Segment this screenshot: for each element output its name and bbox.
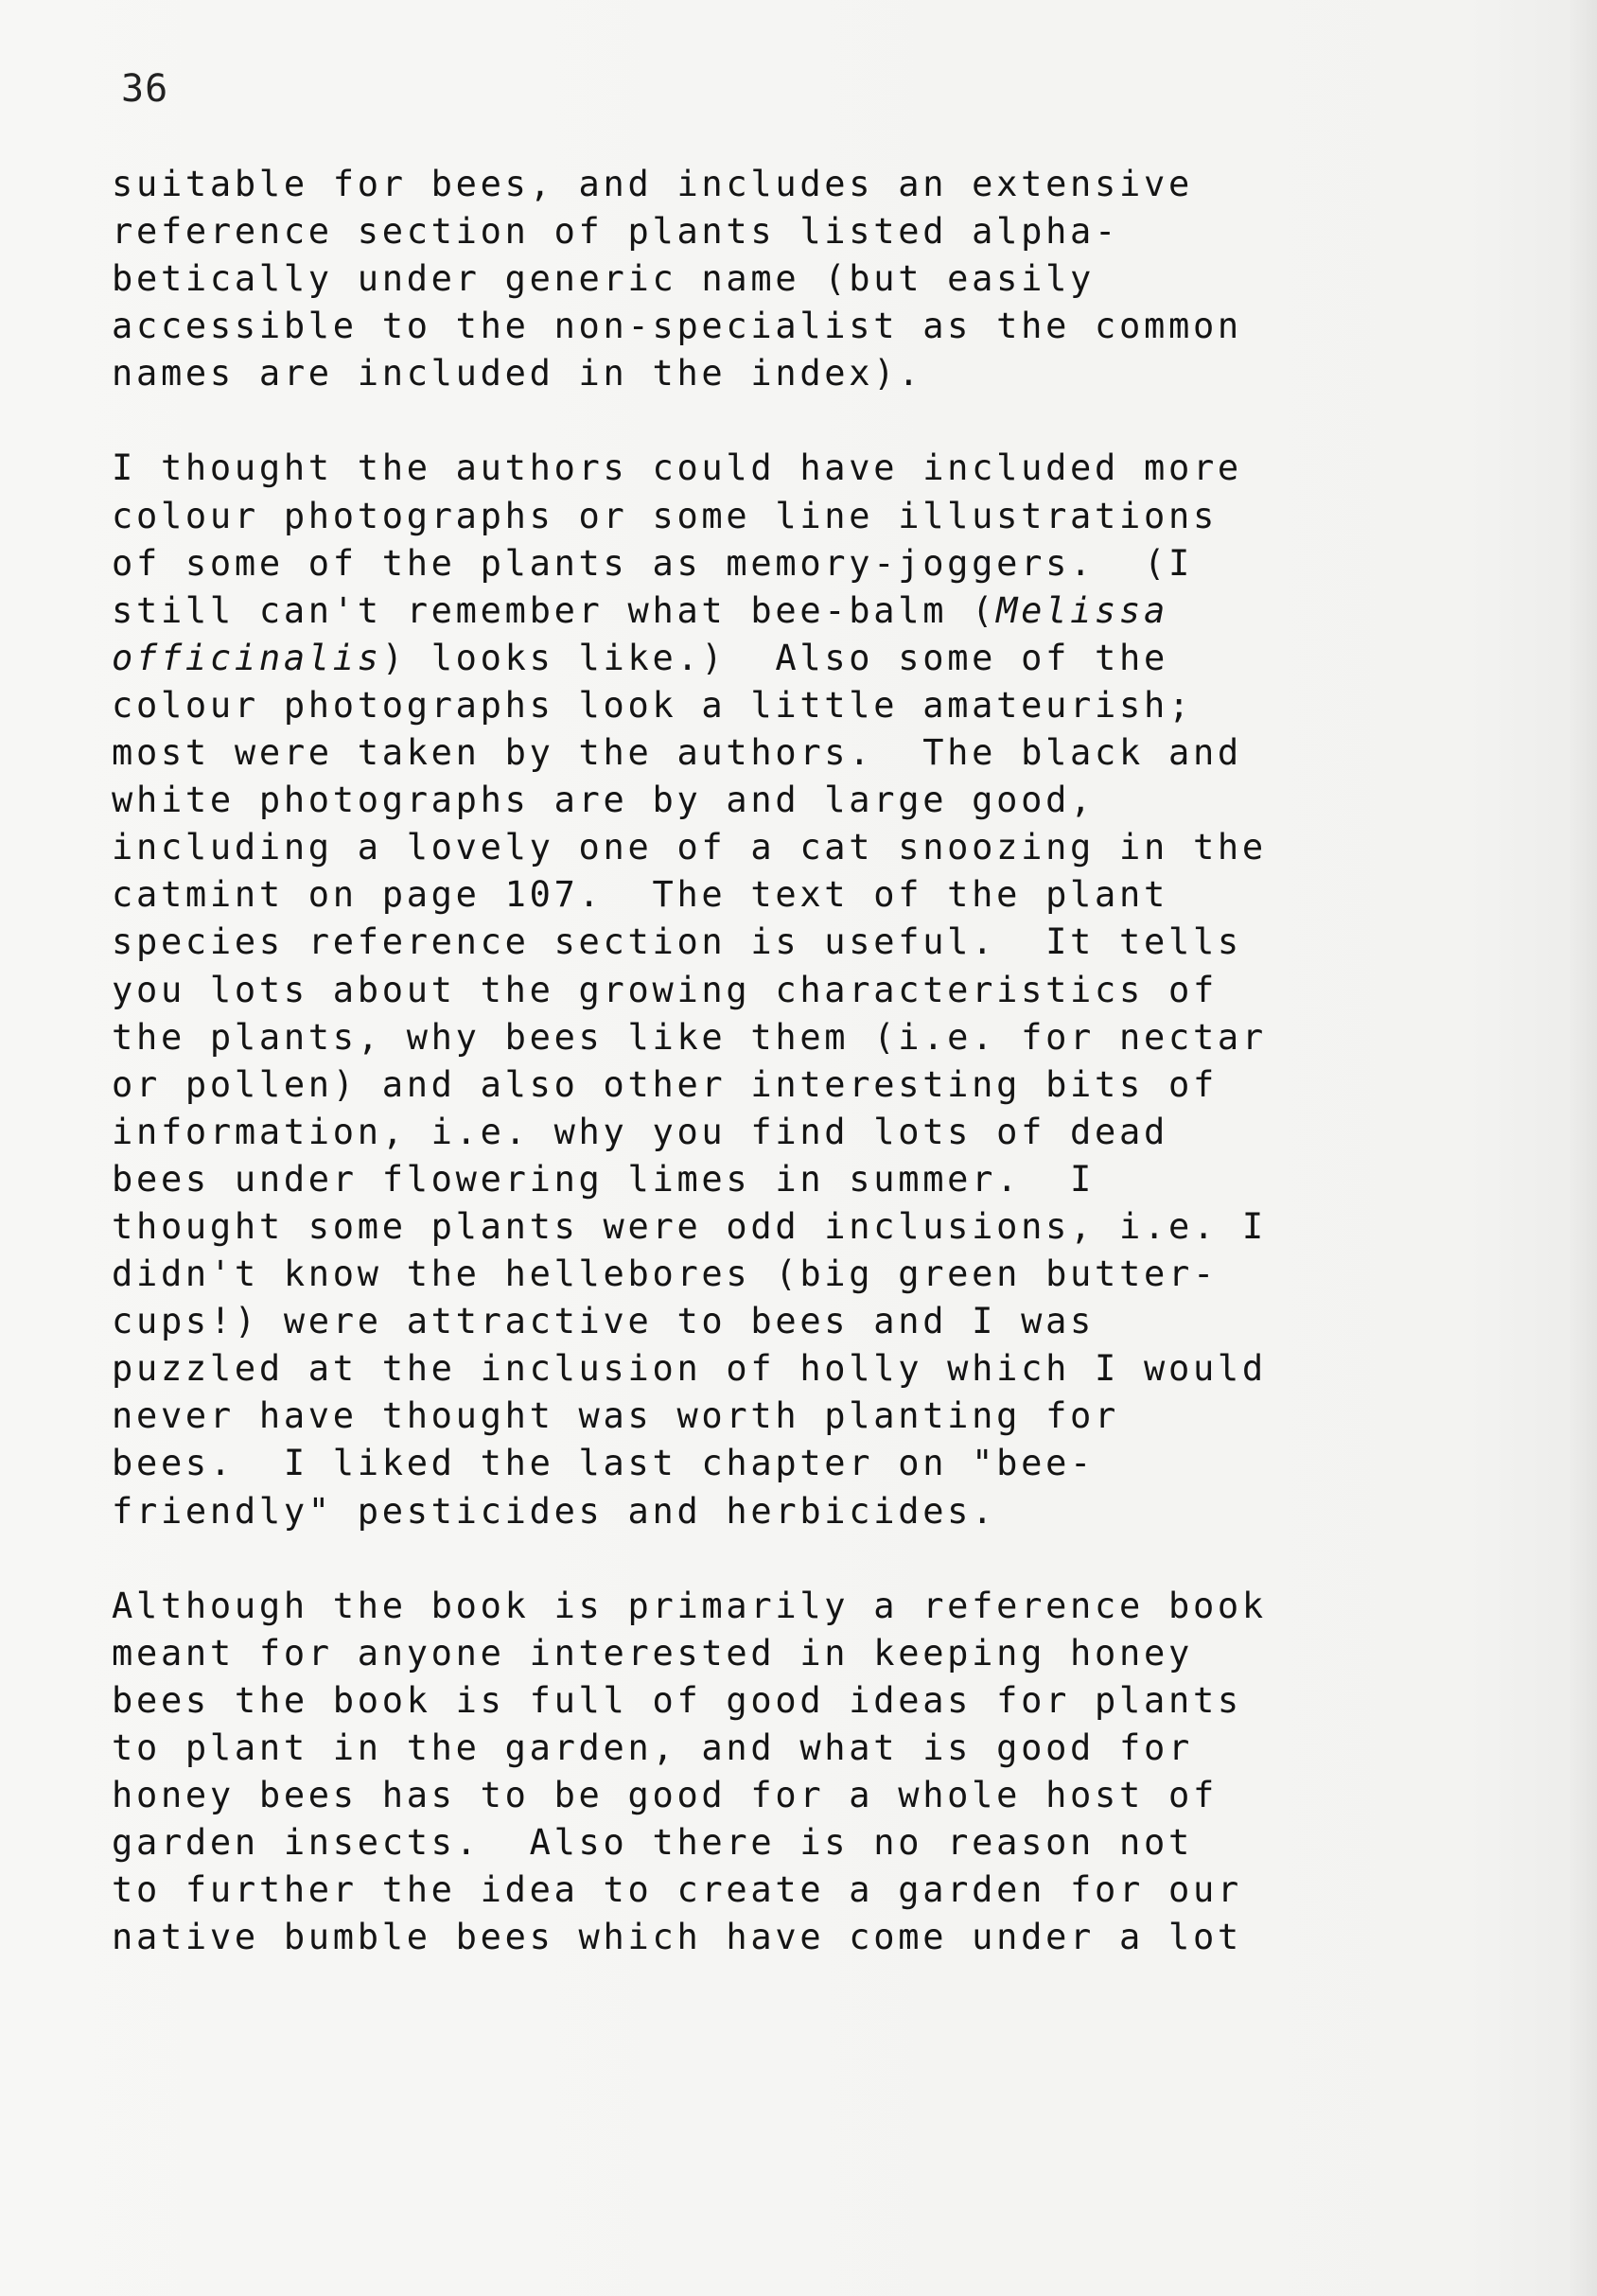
text-line: [112, 1914, 1502, 1961]
text-segment: reference section of plants listed alpha-: [112, 211, 1120, 253]
text-line: [112, 1677, 1502, 1725]
text-segment: colour photographs look a little amateurish;: [112, 684, 1193, 726]
text-line: [112, 729, 1502, 777]
text-line: [112, 255, 1502, 303]
text-segment: cups!) were attractive to bees and I was: [112, 1301, 1096, 1342]
text-line: [112, 1203, 1502, 1251]
text-line: [112, 1440, 1502, 1487]
text-segment: suitable for bees, and includes an extensive: [112, 164, 1193, 204]
text-line: [112, 967, 1502, 1014]
text-line: [112, 350, 1502, 397]
text-line: [112, 1488, 1502, 1535]
text-segment: native bumble bees which have come under a lot: [112, 1917, 1242, 1958]
text-line: [112, 208, 1502, 255]
text-line: [112, 1251, 1502, 1298]
text-segment: meant for anyone interested in keeping honey: [112, 1632, 1193, 1674]
text-segment: information, i.e. why you find lots of dead: [112, 1111, 1168, 1152]
italic-text: Melissa: [996, 589, 1168, 631]
text-line: [112, 824, 1502, 871]
text-line: [112, 635, 1502, 682]
text-segment: honey bees has to be good for a whole host of: [112, 1775, 1218, 1815]
text-segment: to further the idea to create a garden for our: [112, 1869, 1242, 1911]
paragraph: [112, 161, 1502, 397]
text-segment: Although the book is primarily a reference book: [112, 1585, 1267, 1626]
text-segment: of some of the plants as memory-joggers. (I: [112, 542, 1193, 584]
paragraph: [112, 445, 1502, 1534]
text-line: [112, 777, 1502, 824]
text-segment: ) looks like.) Also some of the: [381, 637, 1168, 678]
text-segment: bees the book is full of good ideas for plants: [112, 1679, 1242, 1721]
text-line: [112, 871, 1502, 919]
text-segment: to plant in the garden, and what is good for: [112, 1726, 1193, 1768]
text-segment: colour photographs or some line illustrations: [112, 495, 1218, 536]
text-line: [112, 919, 1502, 966]
text-segment: the plants, why bees like them (i.e. for nectar: [112, 1016, 1267, 1058]
text-segment: you lots about the growing characteristics of: [112, 969, 1218, 1010]
text-line: [112, 587, 1502, 635]
text-line: [112, 1867, 1502, 1914]
text-line: [112, 1725, 1502, 1772]
text-segment: didn't know the hellebores (big green butter-: [112, 1253, 1218, 1295]
text-segment: species reference section is useful. It tells: [112, 921, 1242, 963]
page-number: 36: [121, 67, 169, 111]
text-line: [112, 1345, 1502, 1393]
text-segment: catmint on page 107. The text of the plant: [112, 874, 1168, 916]
text-line: [112, 1393, 1502, 1440]
italic-text: officinalis: [112, 637, 382, 678]
text-line: [112, 1109, 1502, 1156]
text-line: [112, 303, 1502, 350]
text-segment: most were taken by the authors. The black and: [112, 732, 1242, 774]
text-line: [112, 540, 1502, 587]
text-segment: or pollen) and also other interesting bits of: [112, 1063, 1218, 1105]
page-edge-shadow: [1569, 0, 1597, 2296]
text-segment: white photographs are by and large good,: [112, 780, 1096, 821]
text-line: [112, 1819, 1502, 1867]
text-segment: bees under flowering limes in summer. I: [112, 1158, 1096, 1200]
text-segment: still can't remember what bee-balm (: [112, 589, 997, 631]
text-line: [112, 682, 1502, 729]
text-segment: bees. I liked the last chapter on "bee-: [112, 1443, 1096, 1484]
review-body: [112, 161, 1502, 2008]
text-line: [112, 1298, 1502, 1345]
text-line: [112, 161, 1502, 208]
text-segment: puzzled at the inclusion of holly which I would: [112, 1348, 1267, 1390]
text-segment: garden insects. Also there is no reason not: [112, 1822, 1193, 1864]
text-line: [112, 1061, 1502, 1109]
text-line: [112, 1630, 1502, 1677]
text-segment: friendly" pesticides and herbicides.: [112, 1490, 997, 1532]
text-segment: thought some plants were odd inclusions, i.e. I: [112, 1205, 1267, 1247]
paragraph: [112, 1583, 1502, 1962]
text-line: [112, 1014, 1502, 1061]
text-line: [112, 1156, 1502, 1203]
text-line: [112, 493, 1502, 540]
text-segment: names are included in the index).: [112, 353, 923, 394]
text-line: [112, 1772, 1502, 1819]
text-segment: never have thought was worth planting for: [112, 1395, 1120, 1437]
text-segment: I thought the authors could have included more: [112, 447, 1242, 489]
text-segment: including a lovely one of a cat snoozing in the: [112, 827, 1267, 868]
text-segment: betically under generic name (but easily: [112, 258, 1096, 300]
text-line: [112, 445, 1502, 492]
text-segment: accessible to the non-specialist as the common: [112, 306, 1242, 347]
text-line: [112, 1583, 1502, 1630]
